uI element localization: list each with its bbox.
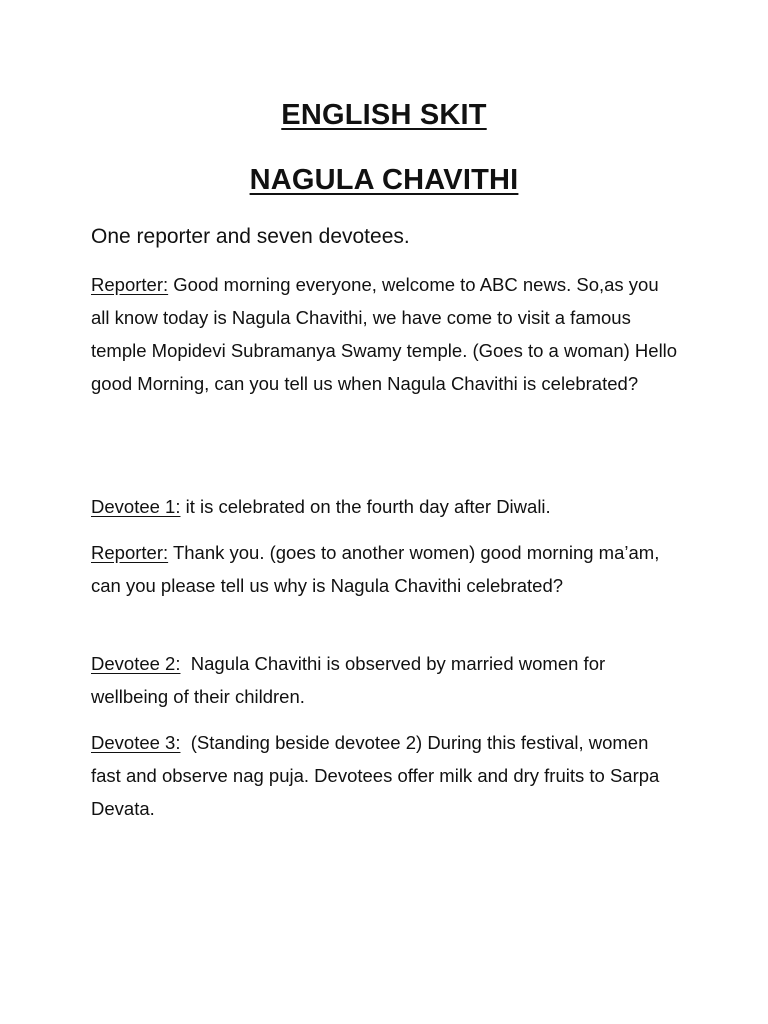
dialogue-text: it is celebrated on the fourth day after Diwali.: [185, 496, 551, 517]
dialogue-text: Thank you. (goes to another women) good morning ma’am, can you please tell us why is Nagula Chavithi celebrated?: [91, 542, 660, 596]
speaker-label: Devotee 3:: [91, 732, 181, 753]
document-subtitle: NAGULA CHAVITHI: [249, 164, 519, 196]
speaker-label: Reporter:: [91, 274, 169, 295]
dialogue-text: Nagula Chavithi is observed by married women for wellbeing of their children.: [91, 653, 606, 707]
dialogue-text: (Standing beside devotee 2) During this festival, women fast and observe nag puja. Devotees offer milk and dry fruits to Sarpa Devata.: [91, 732, 660, 819]
speaker-separator: [180, 732, 190, 753]
speaker-label: Devotee 1:: [91, 496, 181, 517]
intro-line: One reporter and seven devotees.: [91, 225, 410, 248]
dialogue-paragraph: [91, 490, 681, 523]
speaker-separator: [180, 653, 190, 674]
dialogue-paragraph: [91, 726, 681, 825]
dialogue-text: Good morning everyone, welcome to ABC news. So,as you all know today is Nagula Chavithi, we have come to visit a famous temple Mopidevi Subramanya Swamy temple. (Goes to a woman) Hello good Morning, can you tell us when Nagula Chavithi is celebrated?: [91, 274, 678, 394]
dialogue-paragraph: [91, 268, 681, 400]
document-title: ENGLISH SKIT: [281, 99, 487, 131]
speaker-label: Devotee 2:: [91, 653, 181, 674]
speaker-label: Reporter:: [91, 542, 169, 563]
dialogue-paragraph: [91, 536, 681, 602]
dialogue-paragraph: [91, 647, 681, 713]
